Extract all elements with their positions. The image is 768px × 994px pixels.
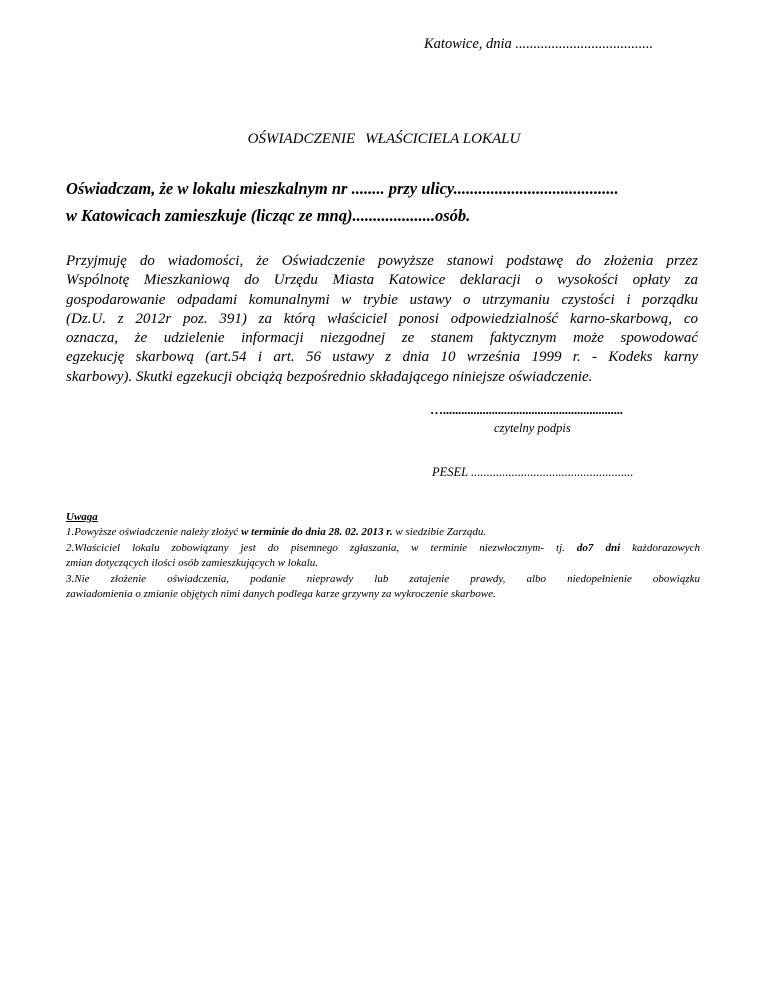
note-2-text-a: 2.Właściciel lokalu zobowiązany jest do pisemnego zgłaszania, w terminie niezwłocznym- tj. bbox=[66, 541, 577, 554]
note-2-text-c: każdorazowych bbox=[620, 541, 701, 554]
note-2-continued: zmian dotyczących ilości osób zamieszkujących w lokalu. bbox=[66, 557, 319, 569]
note-1 bbox=[66, 525, 700, 541]
body-line: gospodarowanie odpadami komunalnymi w trybie ustawy o utrzymaniu czystości i porządku bbox=[66, 291, 698, 308]
note-3: 3.Nie złożenie oświadczenia, podanie nieprawdy lub zatajenie prawdy, albo niedopełnienie obowiązku bbox=[66, 572, 700, 585]
body-line: (Dz.U. z 2012r poz. 391) za którą właściciel ponosi odpowiedzialność karno-skarbową, co bbox=[66, 310, 698, 327]
date-line: Katowice, dnia ...................................... bbox=[424, 36, 654, 52]
note-2 bbox=[66, 541, 700, 557]
pesel-line: PESEL .................................................... bbox=[432, 465, 634, 479]
declaration-line-1: Oświadczam, że w lokalu mieszkalnym nr ........ przy ulicy........................................ bbox=[66, 179, 619, 198]
notes-section bbox=[66, 525, 700, 603]
body-line: oznacza, że udzielenie informacji niezgodnej ze stanem faktycznym może spowodować bbox=[66, 330, 698, 347]
body-paragraph bbox=[66, 252, 698, 387]
note-1-deadline: w terminie do dnia 28. 02. 2013 r. bbox=[241, 526, 393, 538]
title-part-2: WŁAŚCICIELA LOKALU bbox=[365, 131, 521, 147]
signature-line: …........................................................... bbox=[430, 402, 623, 417]
note-1-text-a: 1.Powyższe oświadczenie należy złożyć bbox=[66, 526, 242, 538]
notes-heading: Uwaga bbox=[66, 511, 98, 523]
title-part-1: OŚWIADCZENIE bbox=[247, 131, 356, 147]
note-3-continued: zawiadomienia o zmianie objętych nimi danych podlega karze grzywny za wykroczenie skarbowe. bbox=[66, 588, 496, 600]
body-line: egzekucję skarbową (art.54 i art. 56 ustawy z dnia 10 września 1999 r. - Kodeks karny bbox=[66, 349, 698, 366]
note-1-text-c: w siedzibie Zarządu. bbox=[392, 526, 487, 538]
signature-label: czytelny podpis bbox=[494, 421, 571, 435]
declaration-line-2: w Katowicach zamieszkuje (licząc ze mną)....................osób. bbox=[66, 206, 471, 225]
note-2-days: do7 dni bbox=[576, 541, 621, 554]
body-line: Wspólnotę Mieszkaniową do Urzędu Miasta Katowice deklaracji o wysokości opłaty za bbox=[66, 272, 698, 289]
body-line: Przyjmuję do wiadomości, że Oświadczenie powyższe stanowi podstawę do złożenia przez bbox=[66, 253, 698, 269]
body-line: skarbowy). Skutki egzekucji obciążą bezpośrednio składającego niniejsze oświadczenie. bbox=[66, 368, 593, 385]
document-title bbox=[0, 131, 768, 148]
